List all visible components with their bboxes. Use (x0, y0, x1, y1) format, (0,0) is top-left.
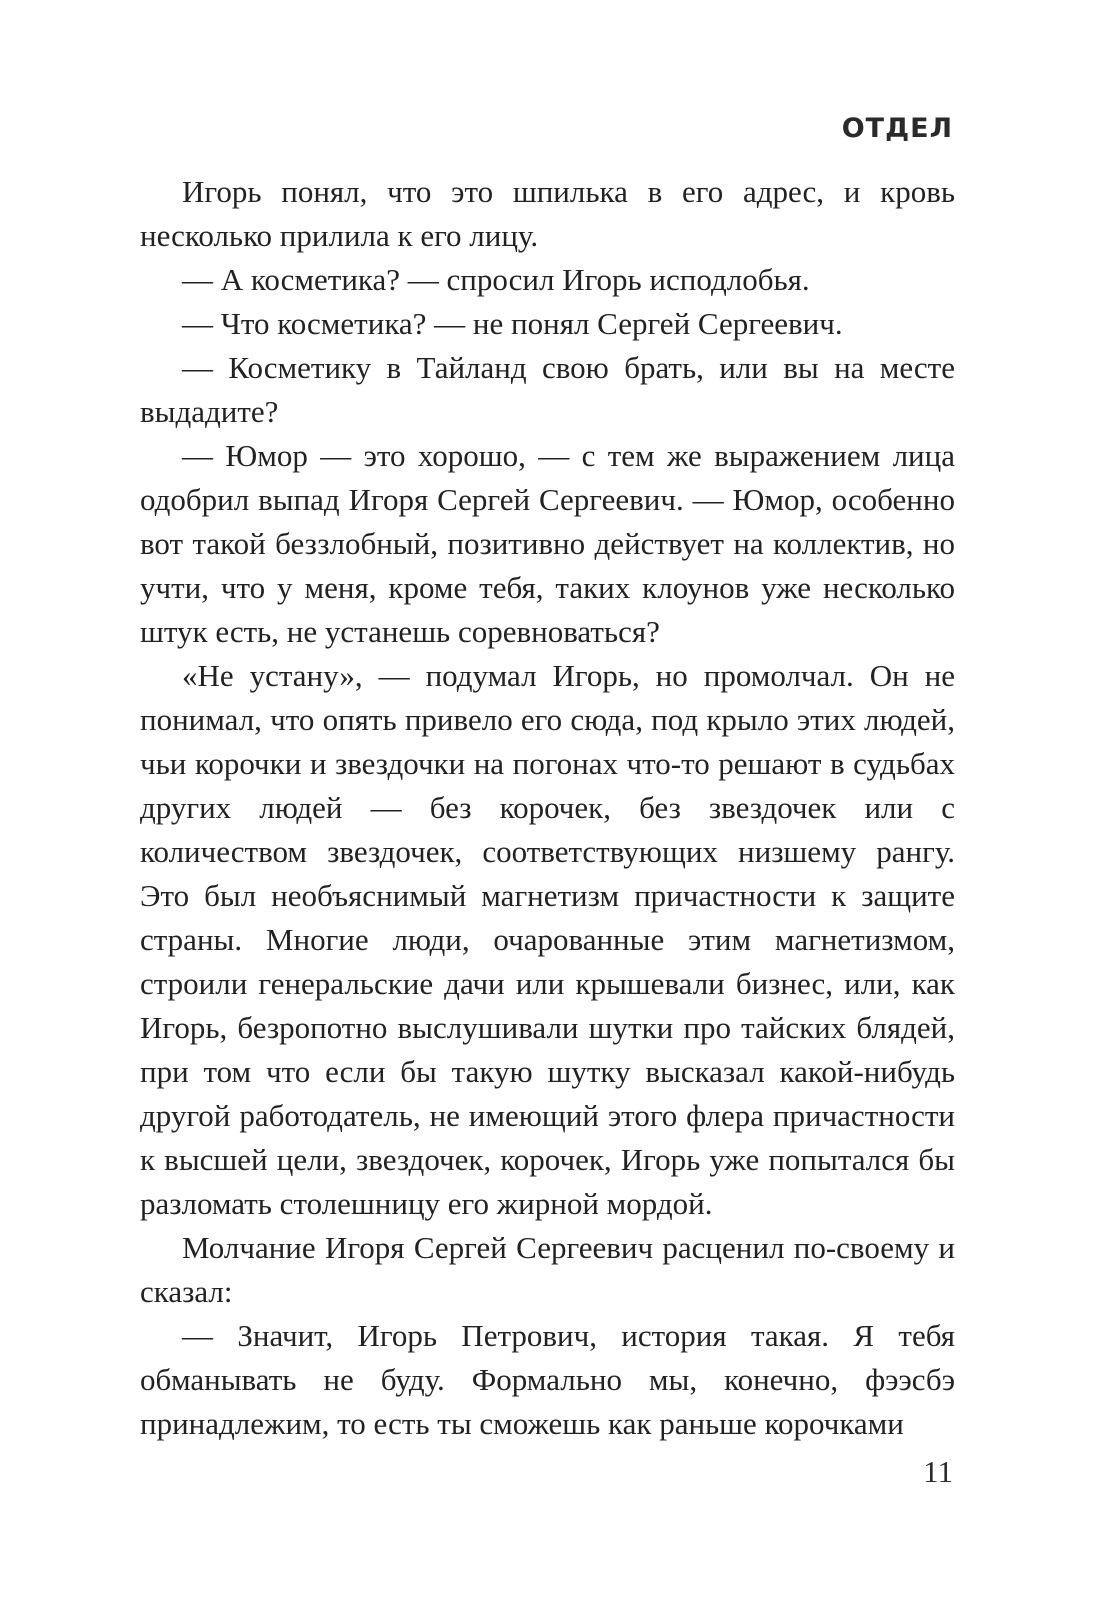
paragraph: — А косметика? — спросил Игорь исподлобья. (182, 262, 810, 297)
body-text (140, 170, 955, 1446)
paragraph: Молчание Игоря Сергей Сергеевич расценил по-своему и сказал: (140, 1230, 955, 1309)
paragraph: — Значит, Игорь Петрович, история такая. Я тебя обманывать не буду. Формально мы, конечно, фээсбэ принадлежим, то есть ты сможешь как раньше корочками (140, 1318, 955, 1441)
paragraph: — Юмор — это хорошо, — с тем же выражением лица одобрил выпад Игоря Сергей Сергеевич. — Юмор, особенно вот такой беззлобный, позитивно действует на коллектив, но учти, что у меня, кроме тебя, таких клоунов уже несколько штук есть, не устанешь соревноваться? (140, 438, 955, 649)
page-number: 11 (923, 1454, 953, 1489)
paragraph: «Не устану», — подумал Игорь, но промолчал. Он не понимал, что опять привело его сюда, под крыло этих людей, чьи корочки и звездочки на погонах что-то решают в судьбах других людей — без корочек, без звездочек или с количеством звездочек, соответствующих низшему рангу. Это был необъяснимый магнетизм причастности к защите страны. Многие люди, очарованные этим магнетизмом, строили генеральские дачи или крышевали бизнес, или, как Игорь, безропотно выслушивали шутки про тайских блядей, при том что если бы такую шутку высказал какой-нибудь другой работодатель, не имеющий этого флера причастности к высшей цели, звездочек, корочек, Игорь уже попытался бы разломать столешницу его жирной мордой. (140, 658, 955, 1221)
running-title: ОТДЕЛ (841, 113, 953, 144)
paragraph: Игорь понял, что это шпилька в его адрес, и кровь несколько прилила к его лицу. (140, 174, 955, 253)
paragraph: — Косметику в Тайланд свою брать, или вы на месте выдадите? (140, 350, 955, 429)
paragraph: — Что косметика? — не понял Сергей Сергеевич. (182, 306, 843, 341)
